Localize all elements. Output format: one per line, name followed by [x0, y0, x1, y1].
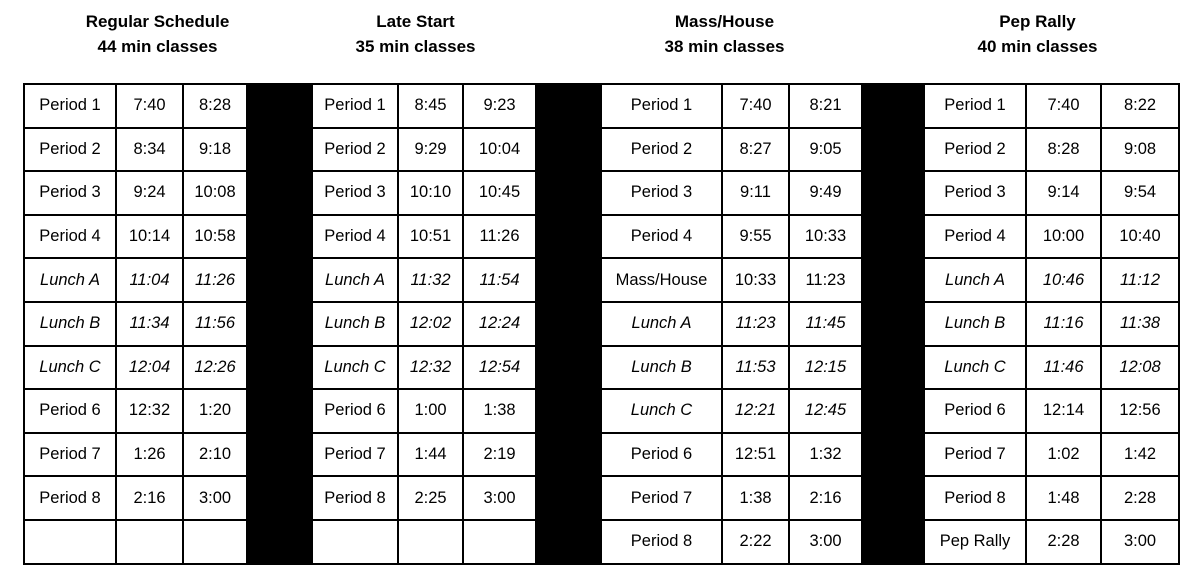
column-separator: [247, 215, 312, 259]
mass-house-period-label-cell: Lunch A: [601, 302, 722, 346]
table-row: [24, 433, 1179, 477]
late-start-start-time-cell: 2:25: [398, 476, 463, 520]
mass-house-end-time-cell: 11:23: [789, 258, 862, 302]
column-separator: [536, 433, 601, 477]
regular-end-time-cell: 11:26: [183, 258, 247, 302]
late-start-start-time-cell: 9:29: [398, 128, 463, 172]
late-start-period-label-cell: Period 2: [312, 128, 398, 172]
late-start-period-label-cell: Lunch A: [312, 258, 398, 302]
late-start-end-time-cell: 11:26: [463, 215, 536, 259]
mass-house-start-time-cell: 8:27: [722, 128, 789, 172]
column-separator: [247, 128, 312, 172]
pep-rally-start-time-cell: 12:14: [1026, 389, 1101, 433]
column-separator: [247, 84, 312, 128]
regular-period-label-cell: Lunch B: [24, 302, 116, 346]
pep-rally-period-label-cell: Pep Rally: [924, 520, 1026, 564]
column-separator: [862, 520, 924, 564]
schedule-title: Pep Rally: [999, 12, 1076, 31]
late-start-period-label-cell: Period 8: [312, 476, 398, 520]
column-separator: [247, 433, 312, 477]
mass-house-period-label-cell: Period 4: [601, 215, 722, 259]
pep-rally-period-label-cell: Lunch C: [924, 346, 1026, 390]
table-row: [24, 520, 1179, 564]
pep-rally-start-time-cell: 2:28: [1026, 520, 1101, 564]
pep-rally-end-time-cell: 12:08: [1101, 346, 1179, 390]
column-separator: [247, 389, 312, 433]
table-row: [24, 302, 1179, 346]
regular-period-label-cell: Period 4: [24, 215, 116, 259]
regular-period-label-cell: Lunch C: [24, 346, 116, 390]
schedule-subtitle: 35 min classes: [355, 37, 476, 56]
pep-rally-start-time-cell: 8:28: [1026, 128, 1101, 172]
late-start-start-time-cell: 11:32: [398, 258, 463, 302]
table-row: [24, 258, 1179, 302]
pep-rally-end-time-cell: 8:22: [1101, 84, 1179, 128]
regular-start-time-cell: 1:26: [116, 433, 183, 477]
schedule-header-late-start: [313, 9, 518, 59]
mass-house-start-time-cell: 7:40: [722, 84, 789, 128]
pep-rally-start-time-cell: 1:48: [1026, 476, 1101, 520]
mass-house-end-time-cell: 8:21: [789, 84, 862, 128]
column-separator: [536, 520, 601, 564]
regular-start-time-cell: 11:34: [116, 302, 183, 346]
column-separator: [536, 302, 601, 346]
late-start-period-label-cell: [312, 520, 398, 564]
schedule-title: Late Start: [376, 12, 455, 31]
pep-rally-period-label-cell: Lunch A: [924, 258, 1026, 302]
mass-house-end-time-cell: 1:32: [789, 433, 862, 477]
mass-house-end-time-cell: 9:05: [789, 128, 862, 172]
pep-rally-start-time-cell: 11:16: [1026, 302, 1101, 346]
column-separator: [536, 84, 601, 128]
late-start-start-time-cell: 8:45: [398, 84, 463, 128]
pep-rally-end-time-cell: 10:40: [1101, 215, 1179, 259]
column-separator: [247, 302, 312, 346]
pep-rally-start-time-cell: 7:40: [1026, 84, 1101, 128]
column-separator: [536, 476, 601, 520]
table-row: [24, 128, 1179, 172]
late-start-end-time-cell: 12:24: [463, 302, 536, 346]
regular-start-time-cell: 10:14: [116, 215, 183, 259]
late-start-end-time-cell: 10:45: [463, 171, 536, 215]
regular-end-time-cell: 11:56: [183, 302, 247, 346]
column-separator: [247, 258, 312, 302]
mass-house-start-time-cell: 11:23: [722, 302, 789, 346]
column-separator: [862, 258, 924, 302]
pep-rally-end-time-cell: 11:12: [1101, 258, 1179, 302]
pep-rally-end-time-cell: 3:00: [1101, 520, 1179, 564]
mass-house-start-time-cell: 10:33: [722, 258, 789, 302]
late-start-end-time-cell: 9:23: [463, 84, 536, 128]
late-start-end-time-cell: 1:38: [463, 389, 536, 433]
table-row: [24, 389, 1179, 433]
regular-start-time-cell: 12:32: [116, 389, 183, 433]
table-row: [24, 215, 1179, 259]
schedule-title: Mass/House: [674, 12, 775, 31]
mass-house-period-label-cell: Period 1: [601, 84, 722, 128]
mass-house-period-label-cell: Lunch B: [601, 346, 722, 390]
late-start-end-time-cell: 3:00: [463, 476, 536, 520]
pep-rally-end-time-cell: 9:08: [1101, 128, 1179, 172]
pep-rally-end-time-cell: 9:54: [1101, 171, 1179, 215]
column-separator: [862, 476, 924, 520]
pep-rally-period-label-cell: Period 6: [924, 389, 1026, 433]
schedule-subtitle: 40 min classes: [977, 37, 1098, 56]
late-start-end-time-cell: 11:54: [463, 258, 536, 302]
mass-house-end-time-cell: 11:45: [789, 302, 862, 346]
column-separator: [862, 128, 924, 172]
column-separator: [862, 302, 924, 346]
schedule-title: Regular Schedule: [85, 12, 230, 31]
mass-house-end-time-cell: 3:00: [789, 520, 862, 564]
mass-house-end-time-cell: 12:15: [789, 346, 862, 390]
late-start-start-time-cell: [398, 520, 463, 564]
table-row: [24, 346, 1179, 390]
pep-rally-period-label-cell: Period 4: [924, 215, 1026, 259]
regular-start-time-cell: 2:16: [116, 476, 183, 520]
late-start-start-time-cell: 10:51: [398, 215, 463, 259]
late-start-period-label-cell: Period 6: [312, 389, 398, 433]
mass-house-start-time-cell: 12:51: [722, 433, 789, 477]
pep-rally-start-time-cell: 1:02: [1026, 433, 1101, 477]
mass-house-period-label-cell: Mass/House: [601, 258, 722, 302]
regular-period-label-cell: Period 2: [24, 128, 116, 172]
schedule-header-pep-rally: [935, 9, 1140, 59]
mass-house-end-time-cell: 12:45: [789, 389, 862, 433]
regular-start-time-cell: [116, 520, 183, 564]
regular-start-time-cell: 8:34: [116, 128, 183, 172]
column-separator: [247, 346, 312, 390]
late-start-end-time-cell: 2:19: [463, 433, 536, 477]
table-row: [24, 476, 1179, 520]
column-separator: [536, 215, 601, 259]
late-start-end-time-cell: 12:54: [463, 346, 536, 390]
column-separator: [536, 389, 601, 433]
pep-rally-start-time-cell: 10:46: [1026, 258, 1101, 302]
regular-end-time-cell: 12:26: [183, 346, 247, 390]
pep-rally-period-label-cell: Period 8: [924, 476, 1026, 520]
late-start-end-time-cell: [463, 520, 536, 564]
late-start-start-time-cell: 12:32: [398, 346, 463, 390]
regular-start-time-cell: 9:24: [116, 171, 183, 215]
column-separator: [247, 520, 312, 564]
mass-house-start-time-cell: 9:11: [722, 171, 789, 215]
regular-period-label-cell: Period 7: [24, 433, 116, 477]
late-start-start-time-cell: 1:44: [398, 433, 463, 477]
late-start-period-label-cell: Lunch C: [312, 346, 398, 390]
pep-rally-start-time-cell: 9:14: [1026, 171, 1101, 215]
regular-start-time-cell: 12:04: [116, 346, 183, 390]
mass-house-end-time-cell: 10:33: [789, 215, 862, 259]
regular-period-label-cell: Period 1: [24, 84, 116, 128]
regular-period-label-cell: [24, 520, 116, 564]
late-start-period-label-cell: Period 1: [312, 84, 398, 128]
bell-schedule-table: [23, 83, 1180, 565]
regular-end-time-cell: 10:08: [183, 171, 247, 215]
column-separator: [862, 389, 924, 433]
mass-house-start-time-cell: 12:21: [722, 389, 789, 433]
schedule-header-regular: [55, 9, 260, 59]
mass-house-period-label-cell: Period 8: [601, 520, 722, 564]
regular-period-label-cell: Period 3: [24, 171, 116, 215]
column-separator: [862, 433, 924, 477]
column-separator: [247, 476, 312, 520]
regular-end-time-cell: 2:10: [183, 433, 247, 477]
pep-rally-period-label-cell: Period 7: [924, 433, 1026, 477]
regular-start-time-cell: 7:40: [116, 84, 183, 128]
column-separator: [862, 215, 924, 259]
mass-house-period-label-cell: Lunch C: [601, 389, 722, 433]
late-start-period-label-cell: Period 4: [312, 215, 398, 259]
column-separator: [536, 258, 601, 302]
mass-house-end-time-cell: 9:49: [789, 171, 862, 215]
regular-end-time-cell: 3:00: [183, 476, 247, 520]
regular-end-time-cell: 1:20: [183, 389, 247, 433]
regular-period-label-cell: Period 8: [24, 476, 116, 520]
pep-rally-end-time-cell: 12:56: [1101, 389, 1179, 433]
late-start-start-time-cell: 10:10: [398, 171, 463, 215]
column-separator: [862, 346, 924, 390]
pep-rally-period-label-cell: Period 3: [924, 171, 1026, 215]
mass-house-start-time-cell: 11:53: [722, 346, 789, 390]
late-start-start-time-cell: 1:00: [398, 389, 463, 433]
regular-period-label-cell: Lunch A: [24, 258, 116, 302]
regular-start-time-cell: 11:04: [116, 258, 183, 302]
mass-house-start-time-cell: 9:55: [722, 215, 789, 259]
late-start-start-time-cell: 12:02: [398, 302, 463, 346]
schedule-subtitle: 44 min classes: [97, 37, 218, 56]
column-separator: [536, 171, 601, 215]
regular-end-time-cell: 8:28: [183, 84, 247, 128]
pep-rally-start-time-cell: 10:00: [1026, 215, 1101, 259]
pep-rally-period-label-cell: Lunch B: [924, 302, 1026, 346]
mass-house-end-time-cell: 2:16: [789, 476, 862, 520]
regular-end-time-cell: [183, 520, 247, 564]
pep-rally-period-label-cell: Period 1: [924, 84, 1026, 128]
mass-house-period-label-cell: Period 6: [601, 433, 722, 477]
column-separator: [536, 346, 601, 390]
pep-rally-period-label-cell: Period 2: [924, 128, 1026, 172]
late-start-period-label-cell: Lunch B: [312, 302, 398, 346]
mass-house-period-label-cell: Period 3: [601, 171, 722, 215]
column-separator: [862, 171, 924, 215]
regular-end-time-cell: 9:18: [183, 128, 247, 172]
pep-rally-start-time-cell: 11:46: [1026, 346, 1101, 390]
late-start-period-label-cell: Period 3: [312, 171, 398, 215]
mass-house-period-label-cell: Period 7: [601, 476, 722, 520]
late-start-end-time-cell: 10:04: [463, 128, 536, 172]
late-start-period-label-cell: Period 7: [312, 433, 398, 477]
schedule-subtitle: 38 min classes: [664, 37, 785, 56]
mass-house-start-time-cell: 2:22: [722, 520, 789, 564]
regular-period-label-cell: Period 6: [24, 389, 116, 433]
table-row: [24, 84, 1179, 128]
pep-rally-end-time-cell: 11:38: [1101, 302, 1179, 346]
table-row: [24, 171, 1179, 215]
mass-house-period-label-cell: Period 2: [601, 128, 722, 172]
pep-rally-end-time-cell: 1:42: [1101, 433, 1179, 477]
column-separator: [862, 84, 924, 128]
schedule-header-mass-house: [622, 9, 827, 59]
regular-end-time-cell: 10:58: [183, 215, 247, 259]
column-separator: [536, 128, 601, 172]
pep-rally-end-time-cell: 2:28: [1101, 476, 1179, 520]
mass-house-start-time-cell: 1:38: [722, 476, 789, 520]
column-separator: [247, 171, 312, 215]
